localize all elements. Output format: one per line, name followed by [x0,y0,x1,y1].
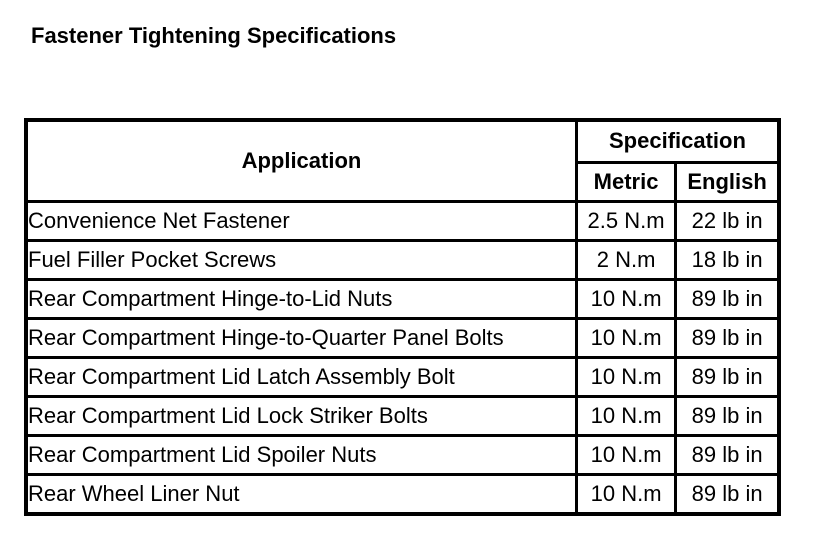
header-application: Application [26,120,576,202]
page-title: Fastener Tightening Specifications [31,23,397,48]
table-row [26,436,779,475]
cell-english: 89 lb in [676,319,779,358]
cell-application: Rear Compartment Lid Lock Striker Bolts [26,397,576,436]
cell-metric: 10 N.m [576,319,675,358]
table-header-row [26,120,779,162]
cell-application: Rear Wheel Liner Nut [26,475,576,515]
cell-metric: 10 N.m [576,436,675,475]
cell-english: 89 lb in [676,475,779,515]
cell-application: Rear Compartment Lid Spoiler Nuts [26,436,576,475]
table-row [26,319,779,358]
cell-metric: 10 N.m [576,397,675,436]
cell-english: 89 lb in [676,436,779,475]
cell-english: 22 lb in [676,202,779,241]
table-row [26,358,779,397]
cell-english: 18 lb in [676,241,779,280]
header-metric: Metric [576,162,675,202]
cell-application: Rear Compartment Hinge-to-Lid Nuts [26,280,576,319]
header-specification: Specification [576,120,779,162]
cell-metric: 10 N.m [576,358,675,397]
table-row [26,202,779,241]
cell-metric: 2.5 N.m [576,202,675,241]
cell-metric: 10 N.m [576,475,675,515]
table-row [26,241,779,280]
cell-metric: 2 N.m [576,241,675,280]
cell-english: 89 lb in [676,280,779,319]
cell-application: Convenience Net Fastener [26,202,576,241]
cell-application: Rear Compartment Lid Latch Assembly Bolt [26,358,576,397]
fastener-spec-table [24,118,781,516]
cell-application: Fuel Filler Pocket Screws [26,241,576,280]
cell-english: 89 lb in [676,397,779,436]
table-row [26,397,779,436]
cell-application: Rear Compartment Hinge-to-Quarter Panel Bolts [26,319,576,358]
table-row [26,280,779,319]
table-row [26,475,779,515]
cell-metric: 10 N.m [576,280,675,319]
header-english: English [676,162,779,202]
cell-english: 89 lb in [676,358,779,397]
